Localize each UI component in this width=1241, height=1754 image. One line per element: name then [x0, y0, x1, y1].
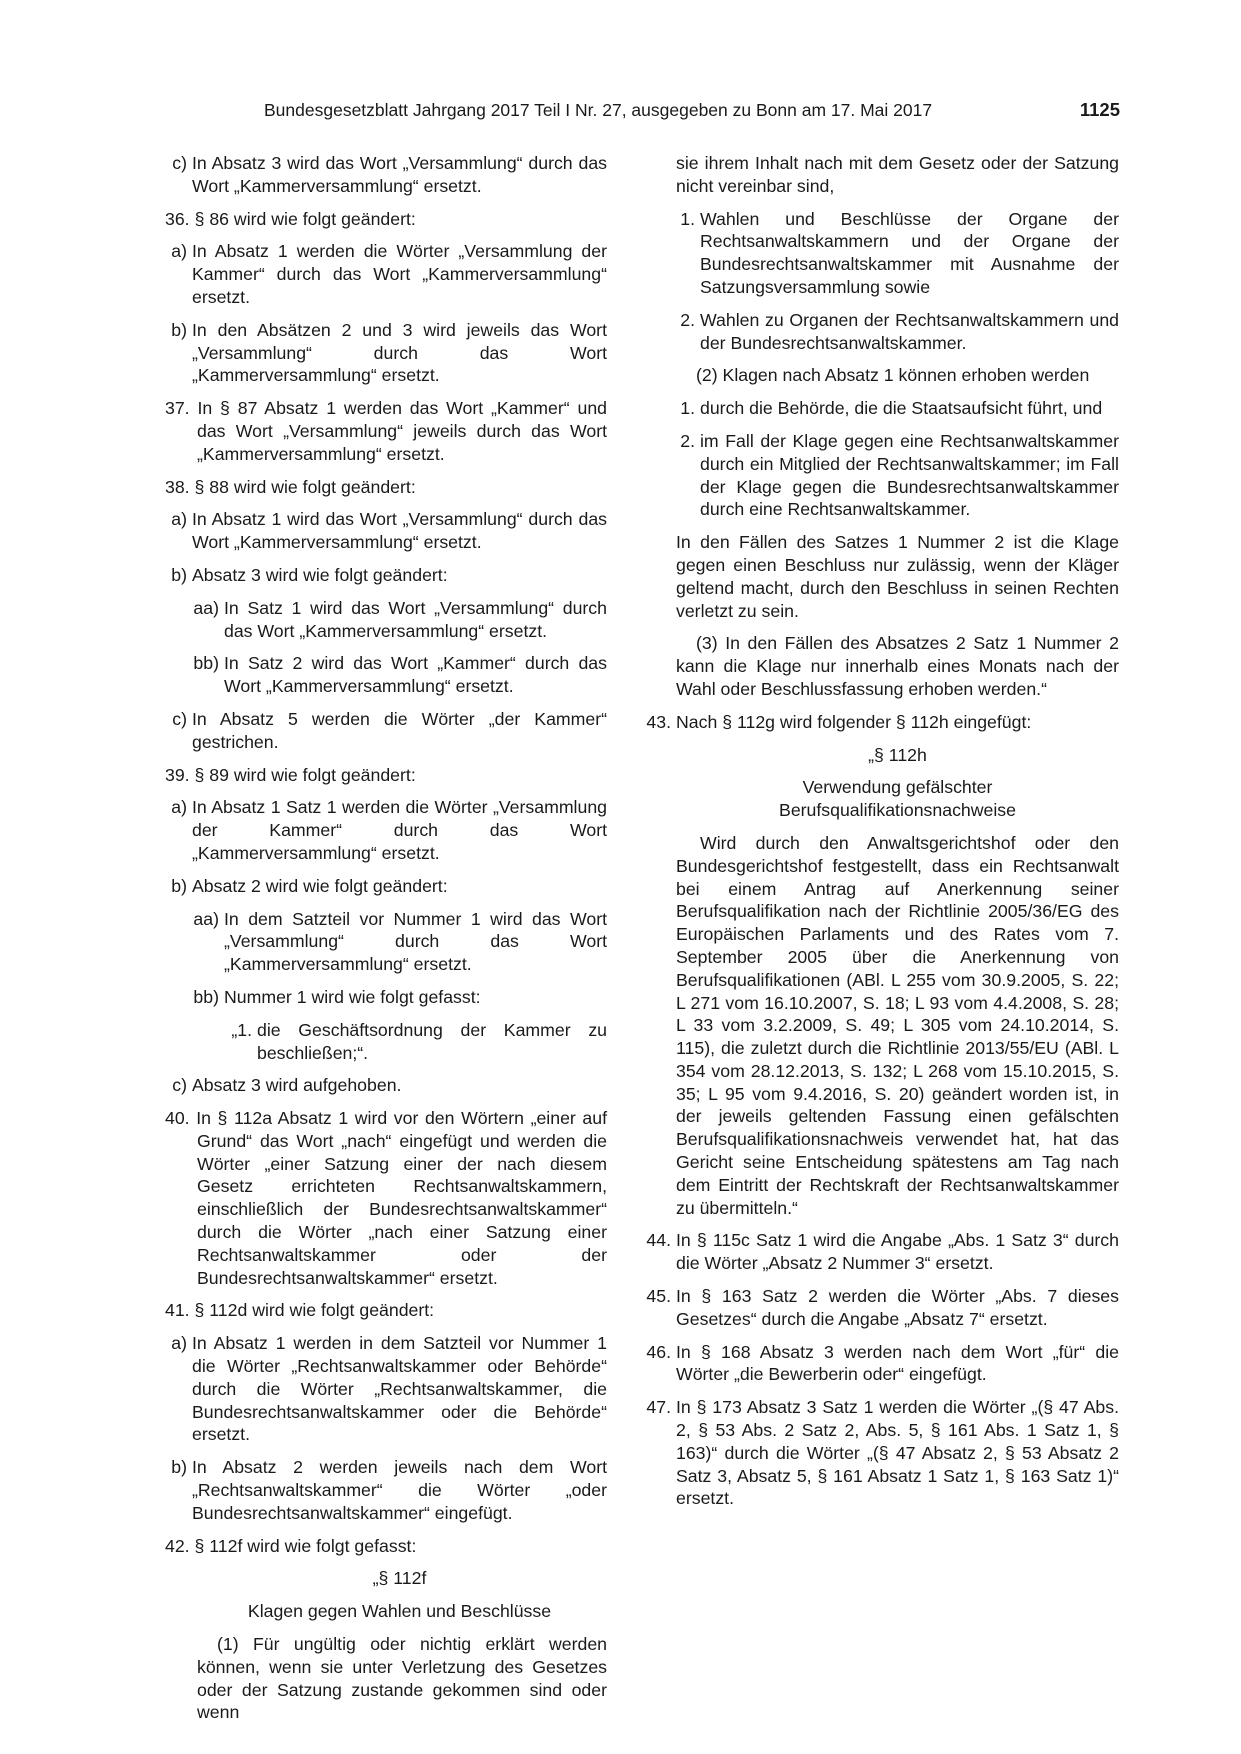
- list-item: [171, 796, 607, 864]
- list-item: [680, 309, 1119, 355]
- item-text: § 112d wird wie folgt geändert:: [194, 1300, 435, 1321]
- item-number: 1.: [680, 208, 695, 229]
- running-header: Bundesgesetzblatt Jahrgang 2017 Teil I Nr. 27, ausgegeben zu Bonn am 17. Mai 2017: [264, 100, 933, 120]
- item-number: 46.: [646, 1341, 671, 1362]
- list-item: [646, 1341, 1119, 1387]
- item-number: 36.: [165, 208, 190, 229]
- item-label: a): [171, 509, 187, 530]
- item-label: bb): [193, 986, 219, 1007]
- list-item: [171, 240, 607, 308]
- section-title: Verwendung gefälschter Berufsqualifikationsnachweise: [779, 777, 1016, 821]
- item-text: In den Absätzen 2 und 3 wird jeweils das Wort „Versammlung“ durch das Wort „Kammerversammlung“ ersetzt.: [192, 319, 607, 386]
- paragraph: In den Fällen des Satzes 1 Nummer 2 ist die Klage gegen einen Beschluss nur zulässig, wenn der Kläger geltend macht, durch den Beschluss in seinen Rechten verletzt zu sein.: [676, 532, 1119, 621]
- item-number: 37.: [165, 398, 190, 419]
- left-column: [165, 152, 607, 1724]
- list-item: [171, 508, 607, 554]
- section-number: „§ 112f: [372, 1568, 427, 1589]
- item-text: Wahlen und Beschlüsse der Organe der Rechtsanwaltskammern und der Organe der Bundesrechtsanwaltskammer mit Ausnahme der Satzungsversammlung sowie: [700, 208, 1119, 297]
- item-text: In § 163 Satz 2 werden die Wörter „Abs. 7 dieses Gesetzes“ durch die Angabe „Absatz 7“ ersetzt.: [676, 1286, 1119, 1329]
- paragraph: (3) In den Fällen des Absatzes 2 Satz 1 Nummer 2 kann die Klage nur innerhalb eines Monats nach der Wahl oder Beschlussfassung erhoben werden.“: [676, 633, 1119, 699]
- list-item: [165, 397, 607, 465]
- item-number: 44.: [646, 1230, 671, 1251]
- page-number: 1125: [1079, 99, 1120, 120]
- paragraph: (2) Klagen nach Absatz 1 können erhoben werden: [696, 365, 1090, 386]
- right-column: [646, 152, 1119, 1520]
- list-item: [172, 152, 607, 198]
- item-label: c): [172, 153, 187, 173]
- list-item: [172, 708, 607, 754]
- item-text: § 89 wird wie folgt geändert:: [194, 764, 416, 785]
- paragraph: (1) Für ungültig oder nichtig erklärt werden können, wenn sie unter Verletzung des Gesetzes oder der Satzung zustande gekommen sind oder wenn: [197, 1634, 607, 1723]
- list-item: [646, 711, 1119, 734]
- item-text: In Absatz 1 werden die Wörter „Versammlung der Kammer“ durch das Wort „Kammerversammlung“ ersetzt.: [192, 241, 607, 307]
- item-text: In Absatz 1 werden in dem Satzteil vor Nummer 1 die Wörter „Rechtsanwaltskammer oder Behörde“ durch die Wörter „Rechtsanwaltskammer, die Bundesrechtsanwaltskammer oder die Behörde“ ersetzt.: [192, 1333, 607, 1445]
- page-header: [264, 98, 1120, 122]
- item-text: In Satz 1 wird das Wort „Versammlung“ durch das Wort „Kammerversammlung“ ersetzt.: [224, 597, 607, 641]
- item-label: bb): [193, 653, 219, 674]
- item-text: Wahlen zu Organen der Rechtsanwaltskammern und der Bundesrechtsanwaltskammer.: [700, 309, 1119, 353]
- item-text: In § 87 Absatz 1 werden das Wort „Kammer“ und das Wort „Versammlung“ jeweils durch das Wort „Kammerversammlung“ ersetzt.: [197, 398, 607, 464]
- list-item: [646, 1229, 1119, 1275]
- item-number: 2.: [680, 309, 695, 330]
- list-item: [165, 1107, 607, 1289]
- item-label: aa): [193, 597, 219, 618]
- item-label: c): [172, 1075, 187, 1096]
- item-label: aa): [193, 908, 219, 929]
- list-item: [165, 476, 607, 499]
- item-label: c): [172, 708, 187, 729]
- item-label: „1.: [231, 1019, 252, 1040]
- item-number: 47.: [646, 1397, 671, 1418]
- item-text: § 86 wird wie folgt geändert:: [194, 208, 416, 229]
- item-number: 2.: [680, 430, 695, 451]
- list-item: [646, 1396, 1119, 1510]
- item-text: Nach § 112g wird folgender § 112h eingefügt:: [676, 711, 1032, 732]
- list-item: [165, 764, 607, 787]
- list-item: [680, 430, 1119, 521]
- item-text: Absatz 3 wird wie folgt geändert:: [192, 564, 448, 585]
- item-label: a): [171, 241, 187, 262]
- item-number: 1.: [680, 398, 695, 419]
- list-item: [231, 1019, 607, 1065]
- item-text: im Fall der Klage gegen eine Rechtsanwaltskammer durch ein Mitglied der Rechtsanwaltskammer; im Fall der Klage gegen die Bundesrechtsanwaltskammer durch eine Rechtsanwaltskammer.: [700, 430, 1119, 520]
- item-number: 45.: [646, 1286, 671, 1307]
- list-item: [171, 1332, 607, 1446]
- item-text: In Absatz 3 wird das Wort „Versammlung“ durch das Wort „Kammerversammlung“ ersetzt.: [192, 153, 607, 196]
- list-item: [165, 1299, 607, 1322]
- item-text: In Absatz 5 werden die Wörter „der Kammer“ gestrichen.: [192, 708, 607, 752]
- list-item: [193, 986, 607, 1009]
- section-title: Klagen gegen Wahlen und Beschlüsse: [247, 1601, 552, 1622]
- item-label: a): [171, 797, 187, 818]
- list-item: [193, 908, 607, 976]
- item-text: In Absatz 2 werden jeweils nach dem Wort „Rechtsanwaltskammer“ die Wörter „oder Bundesrechtsanwaltskammer“ eingefügt.: [192, 1457, 607, 1523]
- list-item: [165, 208, 607, 231]
- item-text: In § 112a Absatz 1 wird vor den Wörtern „einer auf Grund“ das Wort „nach“ eingefügt und werden die Wörter „einer Satzung einer der nach diesem Gesetz errichteten Rechtsanwaltskammern, einschließlich der Bundesrechtsanwaltskammer“ durch die Wörter „nach einer Satzung einer Rechtsanwaltskammer oder der Bundesrechtsanwaltskammer“ ersetzt.: [196, 1108, 607, 1288]
- item-text: In Absatz 1 wird das Wort „Versammlung“ durch das Wort „Kammerversammlung“ ersetzt.: [192, 509, 607, 553]
- list-item: [680, 397, 1119, 420]
- item-text: In § 168 Absatz 3 werden nach dem Wort „für“ die Wörter „die Bewerberin oder“ eingefügt.: [676, 1341, 1119, 1385]
- item-label: b): [171, 319, 187, 340]
- item-text: § 88 wird wie folgt geändert:: [194, 476, 416, 497]
- item-number: 40.: [165, 1108, 190, 1129]
- item-text: In Absatz 1 Satz 1 werden die Wörter „Versammlung der Kammer“ durch das Wort „Kammerversammlung“ ersetzt.: [192, 797, 607, 863]
- paragraph: sie ihrem Inhalt nach mit dem Gesetz oder der Satzung nicht vereinbar sind,: [676, 153, 1119, 196]
- list-item: [193, 597, 607, 643]
- item-number: 42.: [165, 1535, 190, 1556]
- list-item: [193, 652, 607, 698]
- item-text: In § 173 Absatz 3 Satz 1 werden die Wörter „(§ 47 Abs. 2, § 53 Abs. 2 Satz 2, Abs. 5, § 161 Abs. 1 Satz 1, § 163)“ durch die Wörter „(§ 47 Absatz 2, § 53 Absatz 2 Satz 3, Absatz 5, § 161 Absatz 1 Satz 1, § 163 Satz 1)“ ersetzt.: [676, 1397, 1119, 1509]
- item-text: durch die Behörde, die die Staatsaufsicht führt, und: [700, 398, 1103, 419]
- item-label: a): [171, 1333, 187, 1354]
- item-number: 43.: [646, 711, 671, 732]
- list-item: [171, 319, 607, 387]
- item-text: die Geschäftsordnung der Kammer zu beschließen;“.: [257, 1019, 607, 1063]
- item-text: Absatz 3 wird aufgehoben.: [192, 1075, 402, 1096]
- list-item: [172, 1074, 607, 1097]
- item-text: Absatz 2 wird wie folgt geändert:: [192, 875, 448, 896]
- list-item: [171, 875, 607, 898]
- item-text: In § 115c Satz 1 wird die Angabe „Abs. 1 Satz 3“ durch die Wörter „Absatz 2 Nummer 3“ ersetzt.: [676, 1230, 1119, 1274]
- item-text: In Satz 2 wird das Wort „Kammer“ durch das Wort „Kammerversammlung“ ersetzt.: [224, 653, 607, 697]
- item-text: § 112f wird wie folgt gefasst:: [194, 1535, 417, 1556]
- item-number: 38.: [165, 476, 190, 497]
- list-item: [171, 564, 607, 587]
- list-item: [171, 1456, 607, 1524]
- item-text: In dem Satzteil vor Nummer 1 wird das Wort „Versammlung“ durch das Wort „Kammerversammlung“ ersetzt.: [224, 908, 607, 975]
- item-label: b): [171, 875, 187, 896]
- list-item: [165, 1535, 607, 1558]
- item-label: b): [171, 564, 187, 585]
- item-label: b): [171, 1457, 187, 1478]
- item-number: 39.: [165, 764, 190, 785]
- item-text: Nummer 1 wird wie folgt gefasst:: [224, 986, 481, 1007]
- section-number: „§ 112h: [868, 744, 927, 765]
- list-item: [680, 208, 1119, 299]
- item-number: 41.: [165, 1300, 190, 1321]
- paragraph: Wird durch den Anwaltsgerichtshof oder den Bundesgerichtshof festgestellt, dass ein Rechtsanwalt bei einem Antrag auf Anerkennung seiner Berufsqualifikation nach der Richtlinie 2005/36/EG des Europäischen Parlaments und des Rates vom 7. September 2005 über die Anerkennung von Berufsqualifikationen (ABl. L 255 vom 30.9.2005, S. 22; L 271 vom 16.10.2007, S. 18; L 93 vom 4.4.2008, S. 28; L 33 vom 3.2.2009, S. 49; L 305 vom 24.10.2014, S. 115), die zuletzt durch die Richtlinie 2013/55/EU (ABl. L 354 vom 28.12.2013, S. 132; L 268 vom 15.10.2015, S. 35; L 95 vom 9.4.2016, S. 20) geändert worden ist, in der jeweils geltenden Fassung einen gefälschten Berufsqualifikationsnachweis verwendet hat, hat das Gericht seine Entscheidung spätestens am Tag nach dem Eintritt der Rechtskraft der Rechtsanwaltskammer zu übermitteln.“: [676, 832, 1119, 1218]
- list-item: [646, 1285, 1119, 1331]
